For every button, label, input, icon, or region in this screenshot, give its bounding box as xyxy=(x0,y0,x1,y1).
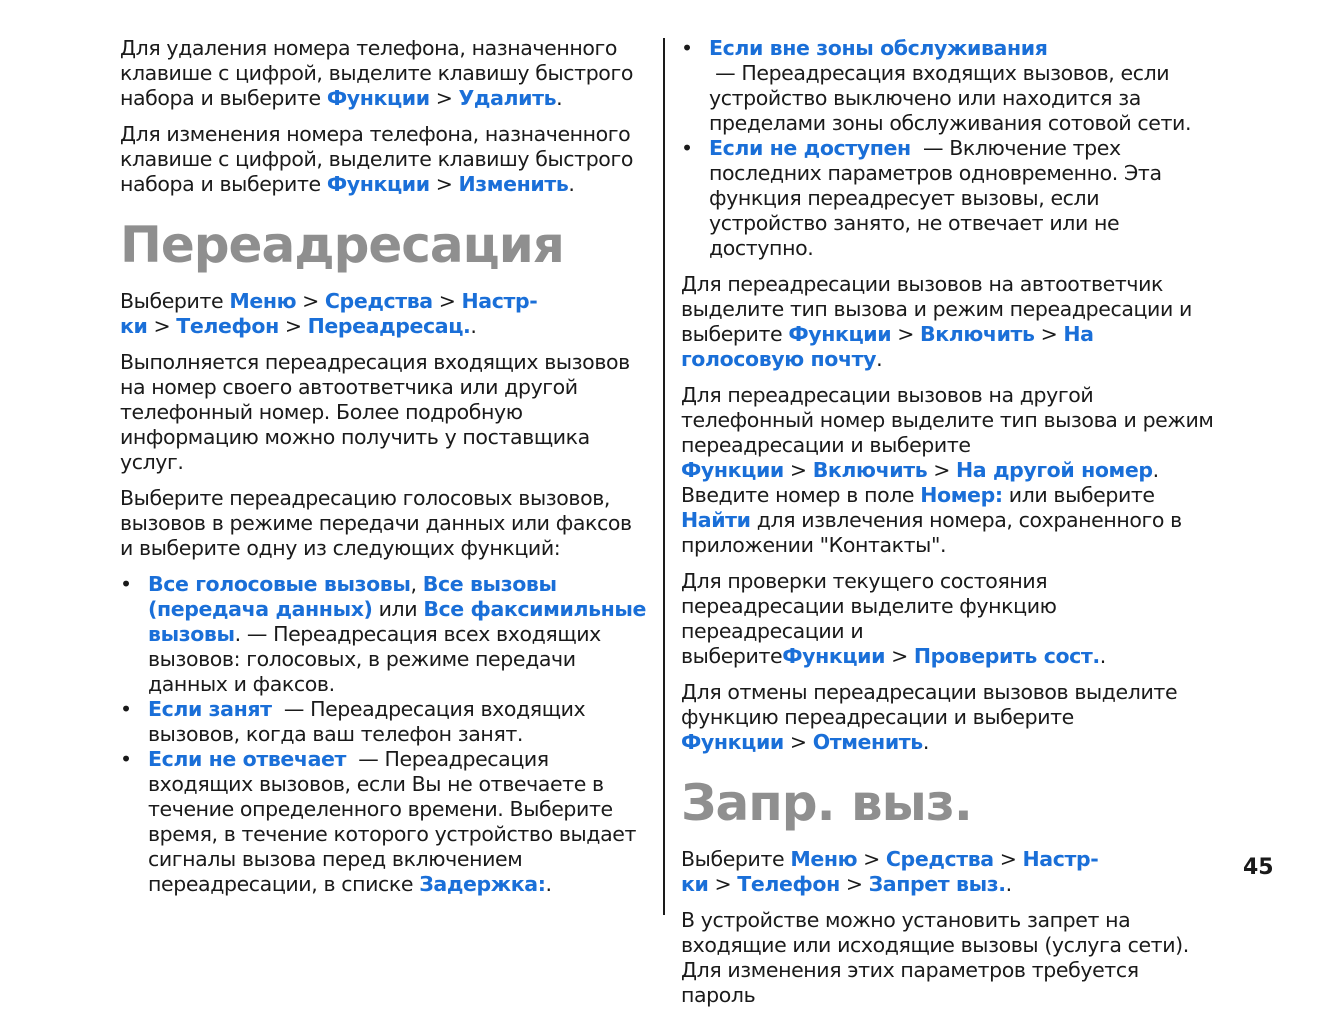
link-menu[interactable]: Меню xyxy=(229,289,297,313)
paragraph-barring-description: В устройстве можно установить запрет на входящие или исходящие вызовы (услуга сети). Для изменения этих параметров требуется пароль xyxy=(681,908,1189,1007)
text: — Включение трех последних параметров одновременно. Эта функция переадресует вызовы, если устройство занято, не отвечает или не доступно. xyxy=(709,136,1162,260)
paragraph-cancel-divert xyxy=(681,680,1216,755)
separator: > xyxy=(999,847,1017,871)
text: — Переадресация входящих вызовов, когда ваш телефон занят. xyxy=(148,697,586,746)
separator: > xyxy=(284,314,302,338)
text: — Переадресация входящих вызовов, если Вы не отвечаете в течение определенного времени. Выберите время, в течение которого устройство выдает сигналы вызова перед включением переадресации, в списке xyxy=(148,747,636,896)
left-column xyxy=(120,36,650,908)
link-all-fax-calls[interactable]: Все факсимильные вызовы xyxy=(148,597,647,646)
text: . xyxy=(922,730,929,754)
list-item-if-busy xyxy=(120,697,650,747)
text: . Введите номер в поле xyxy=(681,458,1159,507)
paragraph-divert-voicemail xyxy=(681,272,1216,372)
separator: > xyxy=(863,847,880,871)
heading-call-divert: Переадресация xyxy=(120,216,564,274)
link-activate[interactable]: Включить xyxy=(812,458,928,482)
text: . xyxy=(1005,872,1012,896)
paragraph-divert-other-number xyxy=(681,383,1216,558)
column-divider xyxy=(663,38,665,915)
text: . — Переадресация всех входящих вызовов: голосовых, в режиме передачи данных и факсов. xyxy=(148,622,601,696)
text: . xyxy=(568,172,575,196)
text: . xyxy=(556,86,563,110)
link-functions[interactable]: Функции xyxy=(782,644,886,668)
separator: > xyxy=(897,322,915,346)
link-find[interactable]: Найти xyxy=(681,508,751,532)
link-check-status[interactable]: Проверить сост. xyxy=(913,644,1100,668)
text: Для проверки текущего состояния переадресации выделите функцию переадресации и выберите xyxy=(681,569,1057,668)
link-all-data-calls[interactable]: Все вызовы (передача данных) xyxy=(148,572,557,621)
link-out-of-reach[interactable]: Если вне зоны обслуживания xyxy=(709,36,1048,60)
link-functions[interactable]: Функции xyxy=(326,172,430,196)
paragraph-menu-path-divert xyxy=(120,289,650,339)
link-phone[interactable]: Телефон xyxy=(737,872,840,896)
separator: > xyxy=(1040,322,1058,346)
divert-options-list xyxy=(120,572,650,897)
text: . xyxy=(545,872,552,896)
paragraph-divert-options: Выберите переадресацию голосовых вызовов, вызовов в режиме передачи данных или факсов и выберите одну из следующих функций: xyxy=(120,486,632,560)
separator: > xyxy=(302,289,319,313)
link-menu[interactable]: Меню xyxy=(790,847,858,871)
list-item-out-of-reach xyxy=(681,36,1216,136)
text: Для переадресации вызовов на автоответчик выделите тип вызова и режим переадресации и выберите xyxy=(681,272,1192,346)
link-tools[interactable]: Средства xyxy=(324,289,433,313)
right-column xyxy=(681,36,1216,1019)
text: Для изменения номера телефона, назначенного клавише с цифрой, выделите клавишу быстрого набора и выберите xyxy=(120,122,633,196)
separator: > xyxy=(845,872,863,896)
list-item-all-calls xyxy=(120,572,650,697)
link-to-voice-mailbox[interactable]: На голосовую почту xyxy=(681,322,1094,371)
link-number-field[interactable]: Номер: xyxy=(920,483,1003,507)
separator: > xyxy=(933,458,951,482)
heading-call-barring: Запр. выз. xyxy=(681,774,972,832)
link-change[interactable]: Изменить xyxy=(458,172,569,196)
link-phone[interactable]: Телефон xyxy=(176,314,279,338)
paragraph-delete-speed-dial xyxy=(120,36,650,111)
text: Выберите xyxy=(120,289,224,313)
link-all-voice-calls[interactable]: Все голосовые вызовы xyxy=(148,572,411,596)
separator: > xyxy=(438,289,456,313)
link-delay[interactable]: Задержка: xyxy=(419,872,546,896)
text: Выберите xyxy=(681,847,785,871)
link-functions[interactable]: Функции xyxy=(326,86,430,110)
text: или xyxy=(378,597,418,621)
paragraph-menu-path-barring xyxy=(681,847,1216,897)
divert-options-list-continued xyxy=(681,36,1216,261)
link-functions[interactable]: Функции xyxy=(788,322,892,346)
separator: > xyxy=(153,314,171,338)
list-item-if-not-answered xyxy=(120,747,650,897)
link-functions[interactable]: Функции xyxy=(681,730,784,754)
text: — Переадресация входящих вызовов, если устройство выключено или находится за пределами зоны обслуживания сотовой сети. xyxy=(709,61,1192,135)
text: для извлечения номера, сохраненного в приложении "Контакты". xyxy=(681,508,1182,557)
text: Для отмены переадресации вызовов выделите функцию переадресации и выберите xyxy=(681,680,1178,729)
text: , xyxy=(410,572,417,596)
link-functions[interactable]: Функции xyxy=(681,458,784,482)
list-item-not-available xyxy=(681,136,1216,261)
text: . xyxy=(876,347,883,371)
link-call-divert[interactable]: Переадресац. xyxy=(307,314,471,338)
separator: > xyxy=(789,458,807,482)
separator: > xyxy=(714,872,732,896)
link-tools[interactable]: Средства xyxy=(885,847,994,871)
link-cancel[interactable]: Отменить xyxy=(812,730,923,754)
link-to-other-number[interactable]: На другой номер xyxy=(956,458,1153,482)
link-call-barring[interactable]: Запрет выз. xyxy=(868,872,1006,896)
separator: > xyxy=(435,86,453,110)
link-not-available[interactable]: Если не доступен xyxy=(709,136,911,160)
link-delete[interactable]: Удалить xyxy=(458,86,557,110)
separator: > xyxy=(435,172,453,196)
text: . xyxy=(470,314,477,338)
text: или выберите xyxy=(1008,483,1155,507)
link-settings[interactable]: Настр-ки xyxy=(120,289,538,338)
paragraph-divert-description: Выполняется переадресация входящих вызовов на номер своего автоответчика или другой телефонный номер. Более подробную информацию можно получить у поставщика услуг. xyxy=(120,350,630,474)
separator: > xyxy=(789,730,807,754)
text: . xyxy=(1099,644,1106,668)
paragraph-change-speed-dial xyxy=(120,122,650,197)
text: Для удаления номера телефона, назначенного клавише с цифрой, выделите клавишу быстрого набора и выберите xyxy=(120,36,633,110)
link-activate[interactable]: Включить xyxy=(920,322,1035,346)
paragraph-check-status xyxy=(681,569,1216,669)
page-number: 45 xyxy=(1243,855,1274,880)
link-if-busy[interactable]: Если занят xyxy=(148,697,272,721)
link-if-not-answered[interactable]: Если не отвечает xyxy=(148,747,347,771)
text: Для переадресации вызовов на другой телефонный номер выделите тип вызова и режим переадресации и выберите xyxy=(681,383,1214,457)
link-settings[interactable]: Настр-ки xyxy=(681,847,1099,896)
separator: > xyxy=(891,644,908,668)
